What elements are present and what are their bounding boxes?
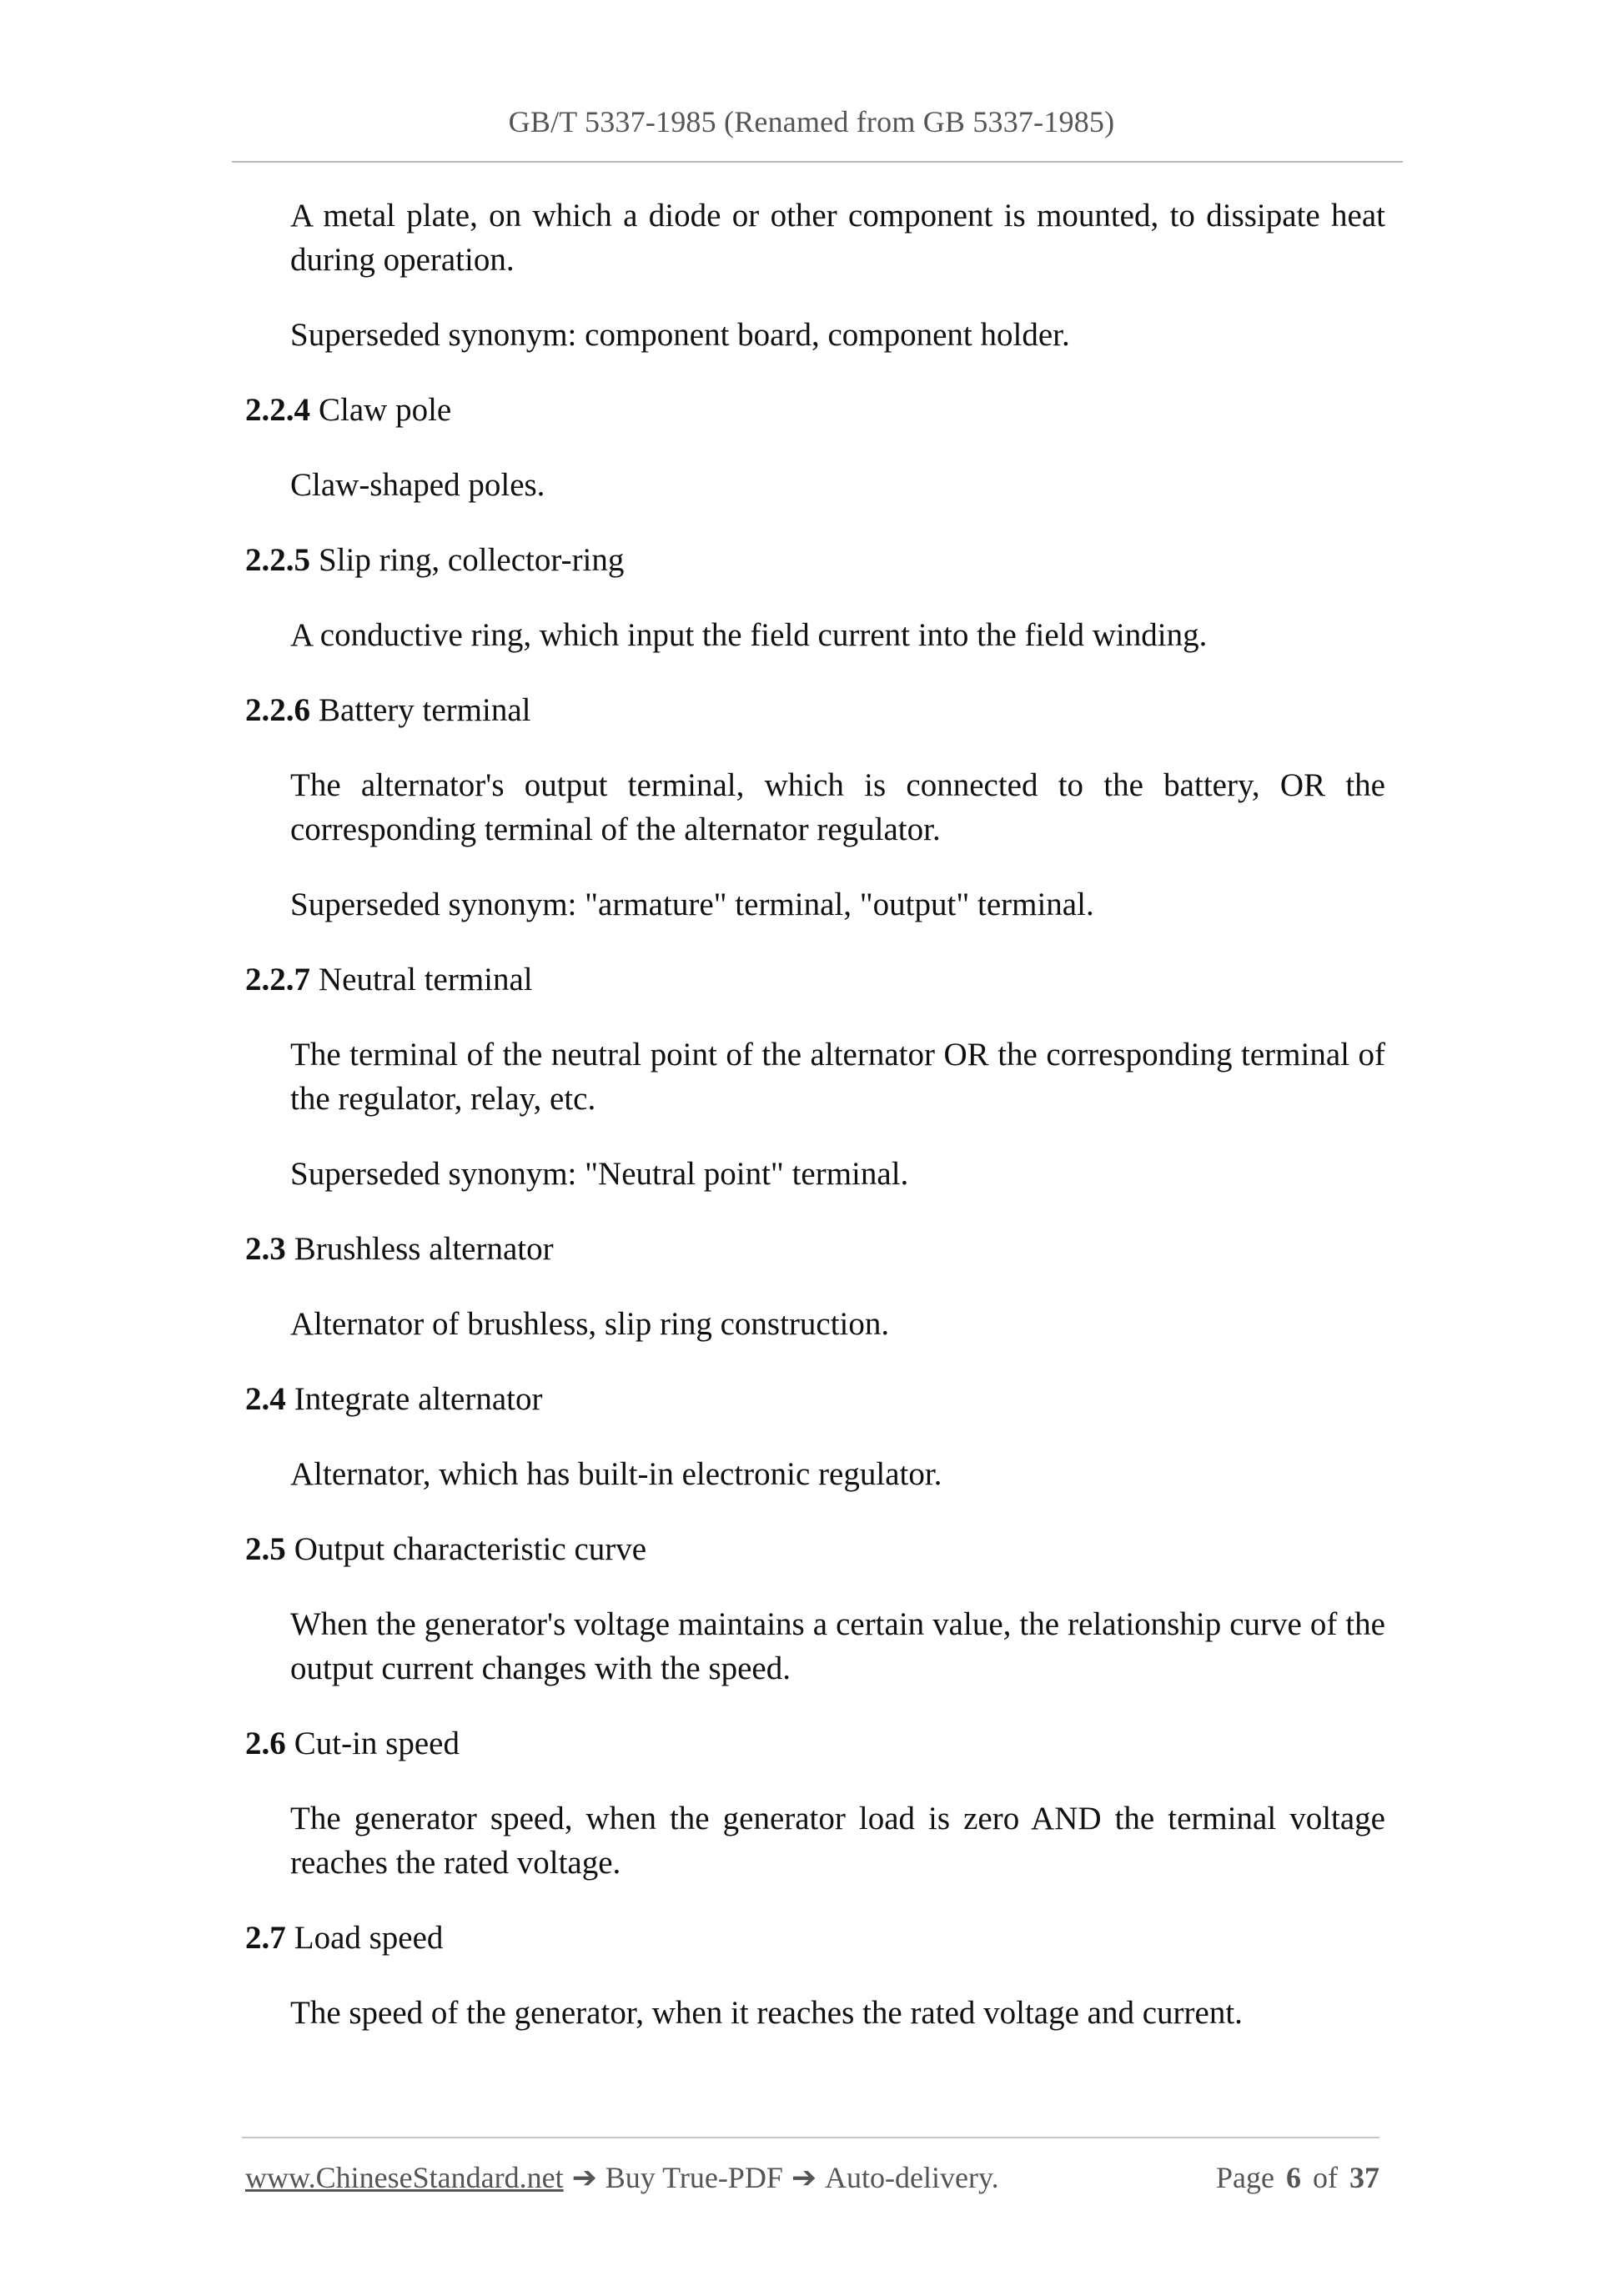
superseded-synonym-paragraph: Superseded synonym: "armature" terminal, "output" terminal. <box>290 887 1094 922</box>
definition-paragraph: Claw-shaped poles. <box>290 467 545 503</box>
section-heading <box>245 688 1379 732</box>
page-footer <box>245 2160 1379 2202</box>
page-total: 37 <box>1349 2161 1379 2194</box>
buy-true-pdf-text: Buy True-PDF <box>605 2161 783 2194</box>
section-heading <box>245 388 1379 432</box>
auto-delivery-text: Auto-delivery. <box>825 2161 999 2194</box>
arrow-right-icon: ➔ <box>791 2161 817 2194</box>
header-divider <box>232 161 1403 163</box>
footer-left <box>245 2160 999 2195</box>
section-number: 2.2.7 <box>245 962 310 997</box>
definition-paragraph: Alternator of brushless, slip ring construction. <box>290 1306 890 1342</box>
definition-paragraph: A conductive ring, which input the field current into the field winding. <box>290 617 1208 653</box>
section-number: 2.6 <box>245 1726 286 1761</box>
section-heading <box>245 957 1379 1002</box>
page-indicator <box>1216 2160 1379 2195</box>
section-title: Cut-in speed <box>294 1726 460 1761</box>
section-title: Battery terminal <box>319 692 531 728</box>
section-number: 2.5 <box>245 1531 286 1567</box>
page-label: Page <box>1216 2161 1274 2194</box>
definition-paragraph: The alternator's output terminal, which is connected to the battery, OR the corresponding terminal of the alternator regulator. <box>290 767 1385 847</box>
definition-paragraph: A metal plate, on which a diode or other component is mounted, to dissipate heat during operation. <box>290 198 1385 278</box>
page-header-title: GB/T 5337-1985 (Renamed from GB 5337-1985) <box>508 105 1115 138</box>
of-label: of <box>1313 2161 1338 2194</box>
section-heading <box>245 1721 1379 1766</box>
section-title: Load speed <box>294 1920 444 1956</box>
section-heading <box>245 1227 1379 1271</box>
section-number: 2.3 <box>245 1231 286 1267</box>
section-title: Integrate alternator <box>294 1381 543 1417</box>
section-title: Slip ring, collector-ring <box>319 542 625 578</box>
section-title: Neutral terminal <box>319 962 533 997</box>
section-heading <box>245 1527 1379 1571</box>
definition-paragraph: When the generator's voltage maintains a certain value, the relationship curve of the output current changes with the speed. <box>290 1606 1385 1686</box>
arrow-right-icon: ➔ <box>571 2161 597 2194</box>
definition-paragraph: Alternator, which has built-in electronic regulator. <box>290 1456 942 1492</box>
section-number: 2.7 <box>245 1920 286 1956</box>
website-link[interactable]: www.ChineseStandard.net <box>245 2161 564 2194</box>
section-number: 2.2.4 <box>245 392 310 428</box>
page-current: 6 <box>1286 2161 1301 2194</box>
section-heading <box>245 1916 1379 1960</box>
section-heading <box>245 1377 1379 1421</box>
definition-paragraph: The terminal of the neutral point of the alternator OR the corresponding terminal of the regulator, relay, etc. <box>290 1037 1385 1117</box>
section-title: Brushless alternator <box>294 1231 554 1267</box>
section-number: 2.2.5 <box>245 542 310 578</box>
section-title: Output characteristic curve <box>294 1531 647 1567</box>
section-number: 2.2.6 <box>245 692 310 728</box>
definition-paragraph: The generator speed, when the generator load is zero AND the terminal voltage reaches the rated voltage. <box>290 1801 1385 1881</box>
superseded-synonym-paragraph: Superseded synonym: "Neutral point" terminal. <box>290 1156 909 1192</box>
footer-divider <box>242 2137 1379 2138</box>
section-title: Claw pole <box>319 392 452 428</box>
section-heading <box>245 538 1379 582</box>
document-body <box>0 193 1623 2066</box>
section-number: 2.4 <box>245 1381 286 1417</box>
definition-paragraph: The speed of the generator, when it reaches the rated voltage and current. <box>290 1995 1243 2031</box>
superseded-synonym-paragraph: Superseded synonym: component board, component holder. <box>290 317 1070 353</box>
